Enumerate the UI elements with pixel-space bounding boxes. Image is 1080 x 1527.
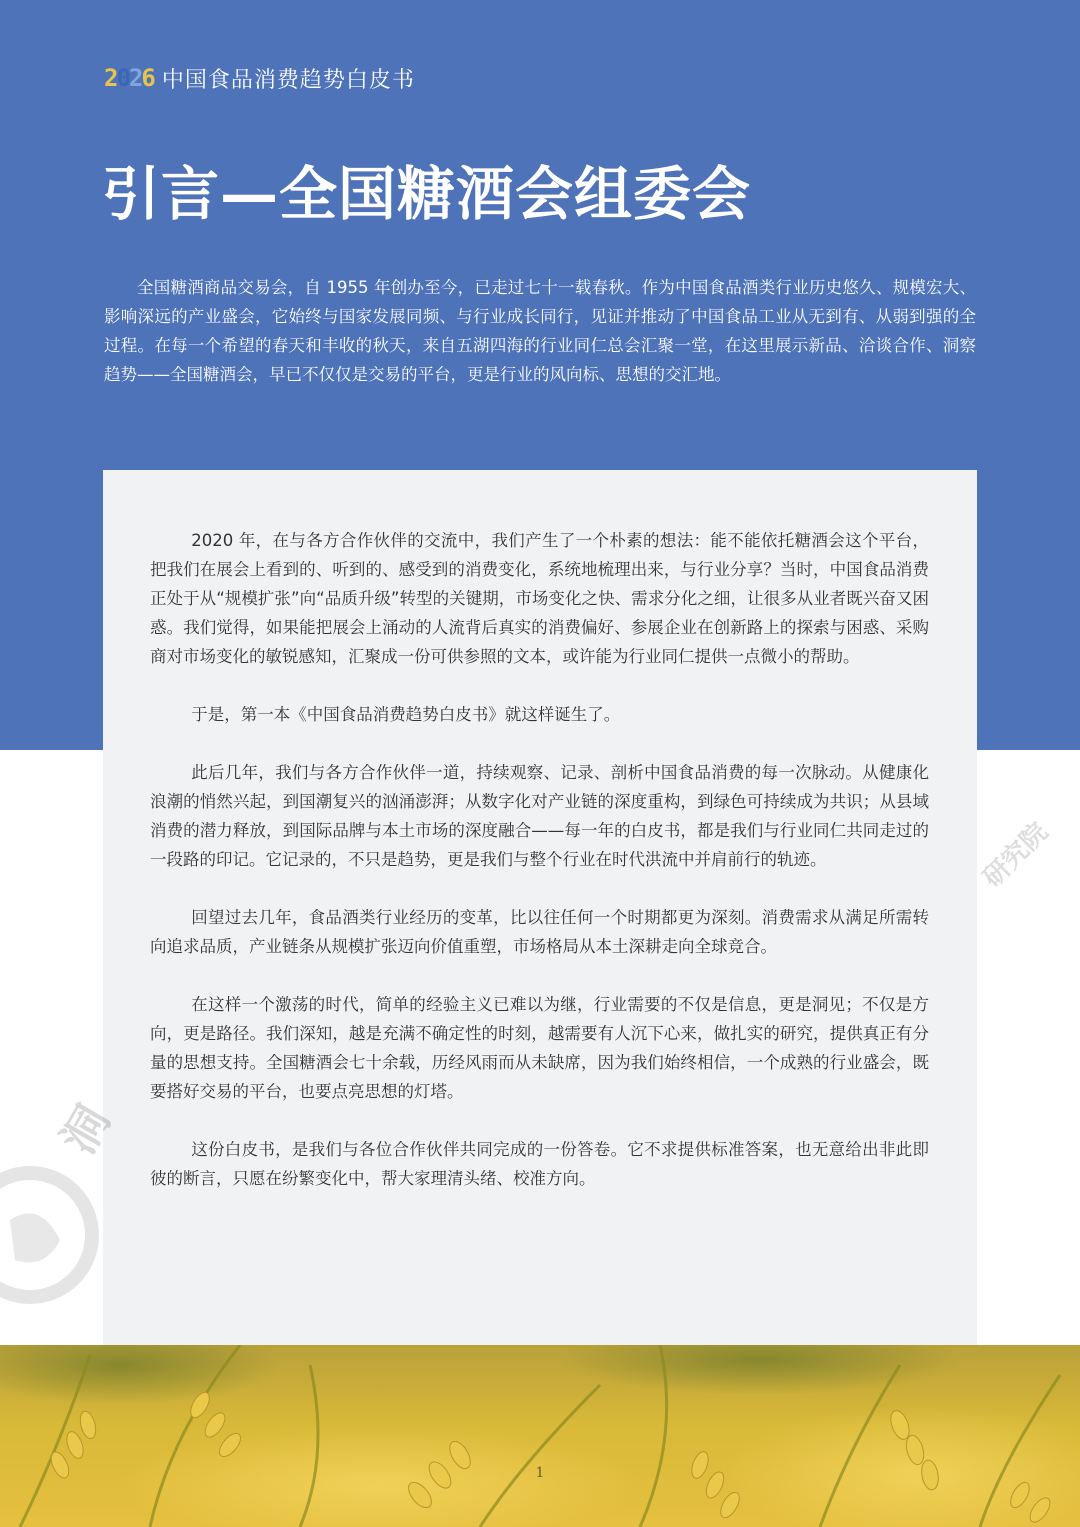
body-paragraph: 此后几年，我们与各方合作伙伴一道，持续观察、记录、剖析中国食品消费的每一次脉动。从健康化浪潮的悄然兴起，到国潮复兴的汹涌澎湃；从数字化对产业链的深度重构，到绿色可持续成为共识；从县域消费的潜力释放，到国际品牌与本土市场的深度融合——每一年的白皮书，都是我们与行业同仁共同走过的一段路的印记。它记录的，不只是趋势，更是我们与整个行业在时代洪流中并肩前行的轨迹。 [150,763,929,869]
intro-paragraph: 全国糖酒商品交易会，自 1955 年创办至今，已走过七十一载春秋。作为中国食品酒类行业历史悠久、规模宏大、影响深远的产业盛会，它始终与国家发展同频、与行业成长同行，见证并推动了中国食品工业从无到有、从弱到强的全过程。在每一个希望的春天和丰收的秋天，来自五湖四海的行业同仁总会汇聚一堂，在这里展示新品、洽谈合作、洞察趋势——全国糖酒会，早已不仅仅是交易的平台，更是行业的风向标、思想的交汇地。 [104,278,976,384]
body-paragraph: 在这样一个激荡的时代，简单的经验主义已难以为继，行业需要的不仅是信息，更是洞见；不仅是方向，更是路径。我们深知，越是充满不确定性的时刻，越需要有人沉下心来，做扎实的研究，提供真正有分量的思想支持。全国糖酒会七十余载，历经风雨而从未缺席，因为我们始终相信，一个成熟的行业盛会，既要搭好交易的平台，也要点亮思想的灯塔。 [150,995,929,1101]
rice-field-image [0,1345,1080,1527]
page-number: 1 [535,1465,545,1481]
page-title: 引言—全国糖酒会组委会 [102,160,752,228]
watermark-text: 洞 [50,1096,121,1163]
header-title: 中国食品消费趋势白皮书 [161,67,415,93]
watermark-text: 研究院 [977,817,1054,894]
content-card [103,470,977,1345]
body-paragraph: 回望过去几年，食品酒类行业经历的变革，比以往任何一个时期都更为深刻。消费需求从满足所需转向追求品质，产业链条从规模扩张迈向价值重塑，市场格局从本土深耕走向全球竞合。 [150,908,929,956]
document-header [104,62,415,94]
body-paragraph: 这份白皮书，是我们与各位合作伙伴共同完成的一份答卷。它不求提供标准答案，也无意给出非此即彼的断言，只愿在纷繁变化中，帮大家理清头绪、校准方向。 [150,1140,929,1188]
body-paragraph: 2020 年，在与各方合作伙伴的交流中，我们产生了一个朴素的想法：能不能依托糖酒会这个平台，把我们在展会上看到的、听到的、感受到的消费变化，系统地梳理出来，与行业分享？当时，中国食品消费正处于从“规模扩张”向“品质升级”转型的关键期，市场变化之快、需求分化之细，让很多从业者既兴奋又困惑。我们觉得，如果能把展会上涌动的人流背后真实的消费偏好、参展企业在创新路上的探索与困惑、采购商对市场变化的敏锐感知，汇聚成一份可供参照的文本，或许能为行业同仁提供一点微小的帮助。 [150,531,929,666]
body-paragraph: 于是，第一本《中国食品消费趋势白皮书》就这样诞生了。 [191,705,621,724]
watermark-logo-icon [0,1160,110,1310]
header-year: 2026 [104,64,154,92]
